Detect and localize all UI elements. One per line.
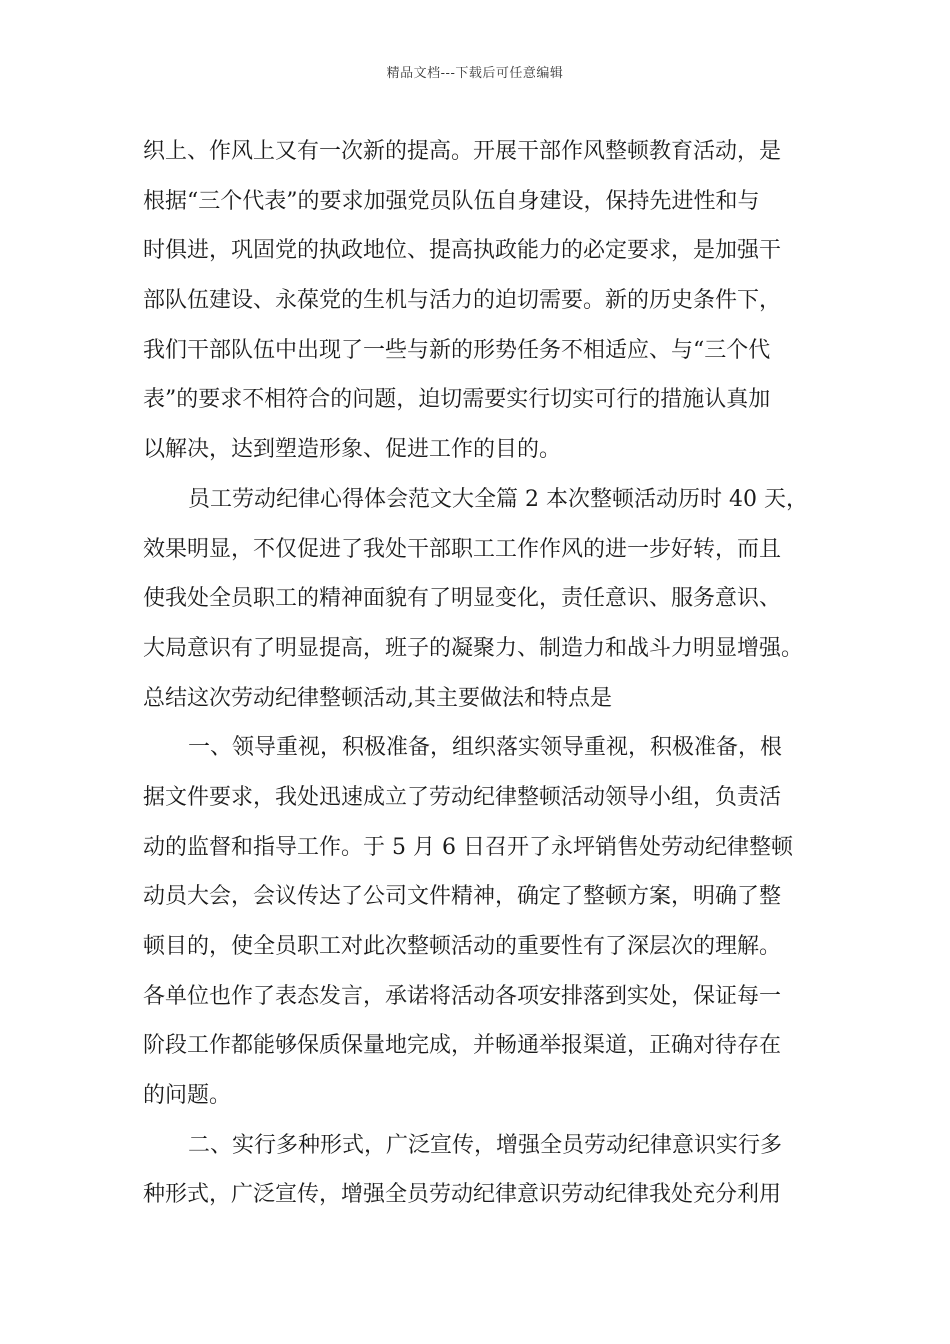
text-line: 一、领导重视，积极准备，组织落实领导重视，积极准备，根 — [188, 735, 783, 761]
text-line: 动员大会，会议传达了公司文件精神，确定了整顿方案，明确了整 — [143, 884, 782, 910]
text-line: 织上、作风上又有一次新的提高。开展干部作风整顿教育活动，是 — [143, 139, 782, 164]
text-line: 的问题。 — [143, 1083, 232, 1109]
text-line: 据文件要求，我处迅速成立了劳动纪律整顿活动领导小组，负责活 — [143, 784, 782, 810]
text-line: 阶段工作都能够保质保量地完成，并畅通举报渠道，正确对待存在 — [143, 1033, 782, 1059]
text-line: 部队伍建设、永葆党的生机与活力的迫切需要。新的历史条件下， — [143, 288, 782, 314]
text-line: 各单位也作了表态发言，承诺将活动各项安排落到实处，保证每一 — [143, 983, 782, 1009]
text-line: 使我处全员职工的精神面貌有了明显变化，责任意识、服务意识、 — [143, 586, 782, 612]
text-line: 大局意识有了明显提高，班子的凝聚力、制造力和战斗力明显增强。 — [143, 635, 804, 661]
text-line: 我们干部队伍中出现了一些与新的形势任务不相适应、与“三个代 — [143, 337, 771, 363]
text-line: 顿目的，使全员职工对此次整顿活动的重要性有了深层次的理解。 — [143, 934, 782, 959]
document-body — [143, 127, 818, 1220]
page-header: 精品文档---下载后可任意编辑 — [386, 66, 564, 81]
text-line: 时俱进，巩固党的执政地位、提高执政能力的必定要求，是加强干 — [143, 238, 782, 264]
paragraph-1 — [143, 127, 818, 475]
text-line: 表”的要求不相符合的问题，迫切需要实行切实可行的措施认真加 — [143, 387, 771, 413]
paragraph-4 — [143, 1121, 818, 1220]
text-line: 员工劳动纪律心得体会范文大全篇 2 本次整顿活动历时 40 天， — [188, 486, 808, 512]
paragraph-3 — [143, 723, 818, 1121]
text-line: 根据“三个代表”的要求加强党员队伍自身建设，保持先进性和与 — [143, 188, 760, 214]
text-line: 动的监督和指导工作。于 5 月 6 日召开了永坪销售处劳动纪律整顿 — [143, 834, 793, 860]
text-line: 效果明显，不仅促进了我处干部职工工作作风的进一步好转，而且 — [143, 536, 782, 562]
text-line: 以解决，达到塑造形象、促进工作的目的。 — [143, 437, 562, 463]
paragraph-2 — [143, 475, 818, 723]
text-line: 总结这次劳动纪律整顿活动,其主要做法和特点是 — [143, 685, 612, 711]
text-line: 种形式，广泛宣传，增强全员劳动纪律意识劳动纪律我处充分利用 — [143, 1182, 782, 1208]
text-line: 二、实行多种形式，广泛宣传，增强全员劳动纪律意识实行多 — [188, 1132, 783, 1158]
